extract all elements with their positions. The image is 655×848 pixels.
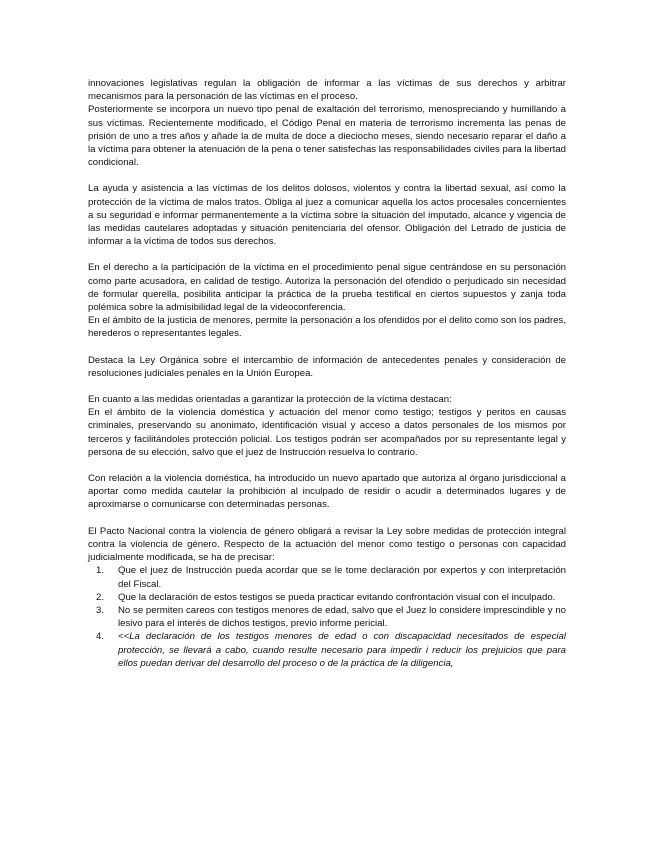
- list-item: [88, 591, 566, 604]
- paragraph: En el ámbito de la justicia de menores, permite la personación a los ofendidos por el delito como son los padres, herederos o representantes legales.: [88, 315, 566, 340]
- paragraph: La ayuda y asistencia a las víctimas de los delitos dolosos, violentos y contra la libertad sexual, así como la protección de la víctima de malos tratos. Obliga al juez a comunicar aquella los actos procesales concernientes a su seguridad e informar permanentemente a la víctima sobre la situación del imputado, alcance y vigencia de las medidas cautelares adoptadas y situación penitenciaria del ofensor. Obligación del Letrado de justicia de informar a la víctima de todos sus derechos.: [88, 183, 566, 248]
- list-item: [88, 630, 566, 670]
- paragraph: El Pacto Nacional contra la violencia de género obligará a revisar la Ley sobre medidas de protección integral contra la violencia de género. Respecto de la actuación del menor como testigo o personas con capacidad judicialmente modificada, se ha de precisar:: [88, 525, 566, 564]
- list-text-quote: <<La declaración de los testigos menores de edad o con discapacidad necesitados de especial protección, se llevará a cabo, cuando resulte necesario para impedir i reducir los prejuicios que para ellos puedan derivar del desarrollo del proceso o de la práctica de la diligencia,: [118, 631, 566, 669]
- paragraph: innovaciones legislativas regulan la obligación de informar a las víctimas de sus derechos y arbitrar mecanismos para la personación de las víctimas en el proceso.: [88, 78, 566, 103]
- list-number: 4.: [96, 631, 105, 643]
- list-text: No se permiten careos con testigos menores de edad, salvo que el Juez lo considere imprescindible y no lesivo para el interés de dichos testigos, previo informe pericial.: [118, 604, 566, 630]
- list-number: 1.: [96, 565, 105, 577]
- paragraph: En el derecho a la participación de la víctima en el procedimiento penal sigue centrándose en su personación como parte acusadora, en calidad de testigo. Autoriza la personación del ofendido o perjudicado sin necesidad de formular querella, posibilita anticipar la práctica de la prueba testifical en ciertos supuestos y zanja toda polémica sobre la admisibilidad legal de la videoconferencia.: [88, 262, 566, 314]
- numbered-list: [88, 564, 566, 670]
- list-number: 3.: [96, 604, 105, 616]
- list-text: Que el juez de Instrucción pueda acordar que se le tome declaración por expertos y con interpretación del Fiscal.: [118, 565, 566, 590]
- paragraph: En cuanto a las medidas orientadas a garantizar la protección de la víctima destacan:: [88, 394, 452, 406]
- list-item: [88, 564, 566, 590]
- paragraph: Destaca la Ley Orgánica sobre el intercambio de información de antecedentes penales y consideración de resoluciones judiciales penales en la Unión Europea.: [88, 354, 566, 379]
- paragraph: En el ámbito de la violencia doméstica y actuación del menor como testigo; testigos y peritos en causas criminales, preservando su anonimato, identificación visual y acceso a datos personales de los mismos por terceros y facilitándoles protección policial. Los testigos podrán ser acompañados por su representante legal y persona de su elección, salvo que el juez de Instrucción resuelva lo contrario.: [88, 407, 566, 458]
- paragraph: Posteriormente se incorpora un nuevo tipo penal de exaltación del terrorismo, menospreciando y humillando a sus víctimas. Recientemente modificado, el Código Penal en materia de terrorismo incrementa las penas de prisión de uno a tres años y añade la de multa de doce a dieciocho meses, siendo necesario reparar el daño a la víctima para obtener la atenuación de la pena o tener satisfechas las responsabilidades civiles para la libertad condicional.: [88, 104, 566, 169]
- list-text: Que la declaración de estos testigos se pueda practicar evitando confrontación visual con el inculpado.: [118, 591, 556, 603]
- list-item: [88, 604, 566, 630]
- list-number: 2.: [96, 591, 105, 603]
- document-page: [88, 77, 566, 670]
- paragraph: Con relación a la violencia doméstica, ha introducido un nuevo apartado que autoriza al órgano jurisdiccional a aportar como medida cautelar la prohibición al inculpado de residir o acudir a determinados lugares y de aproximarse o comunicarse con determinadas personas.: [88, 473, 566, 511]
